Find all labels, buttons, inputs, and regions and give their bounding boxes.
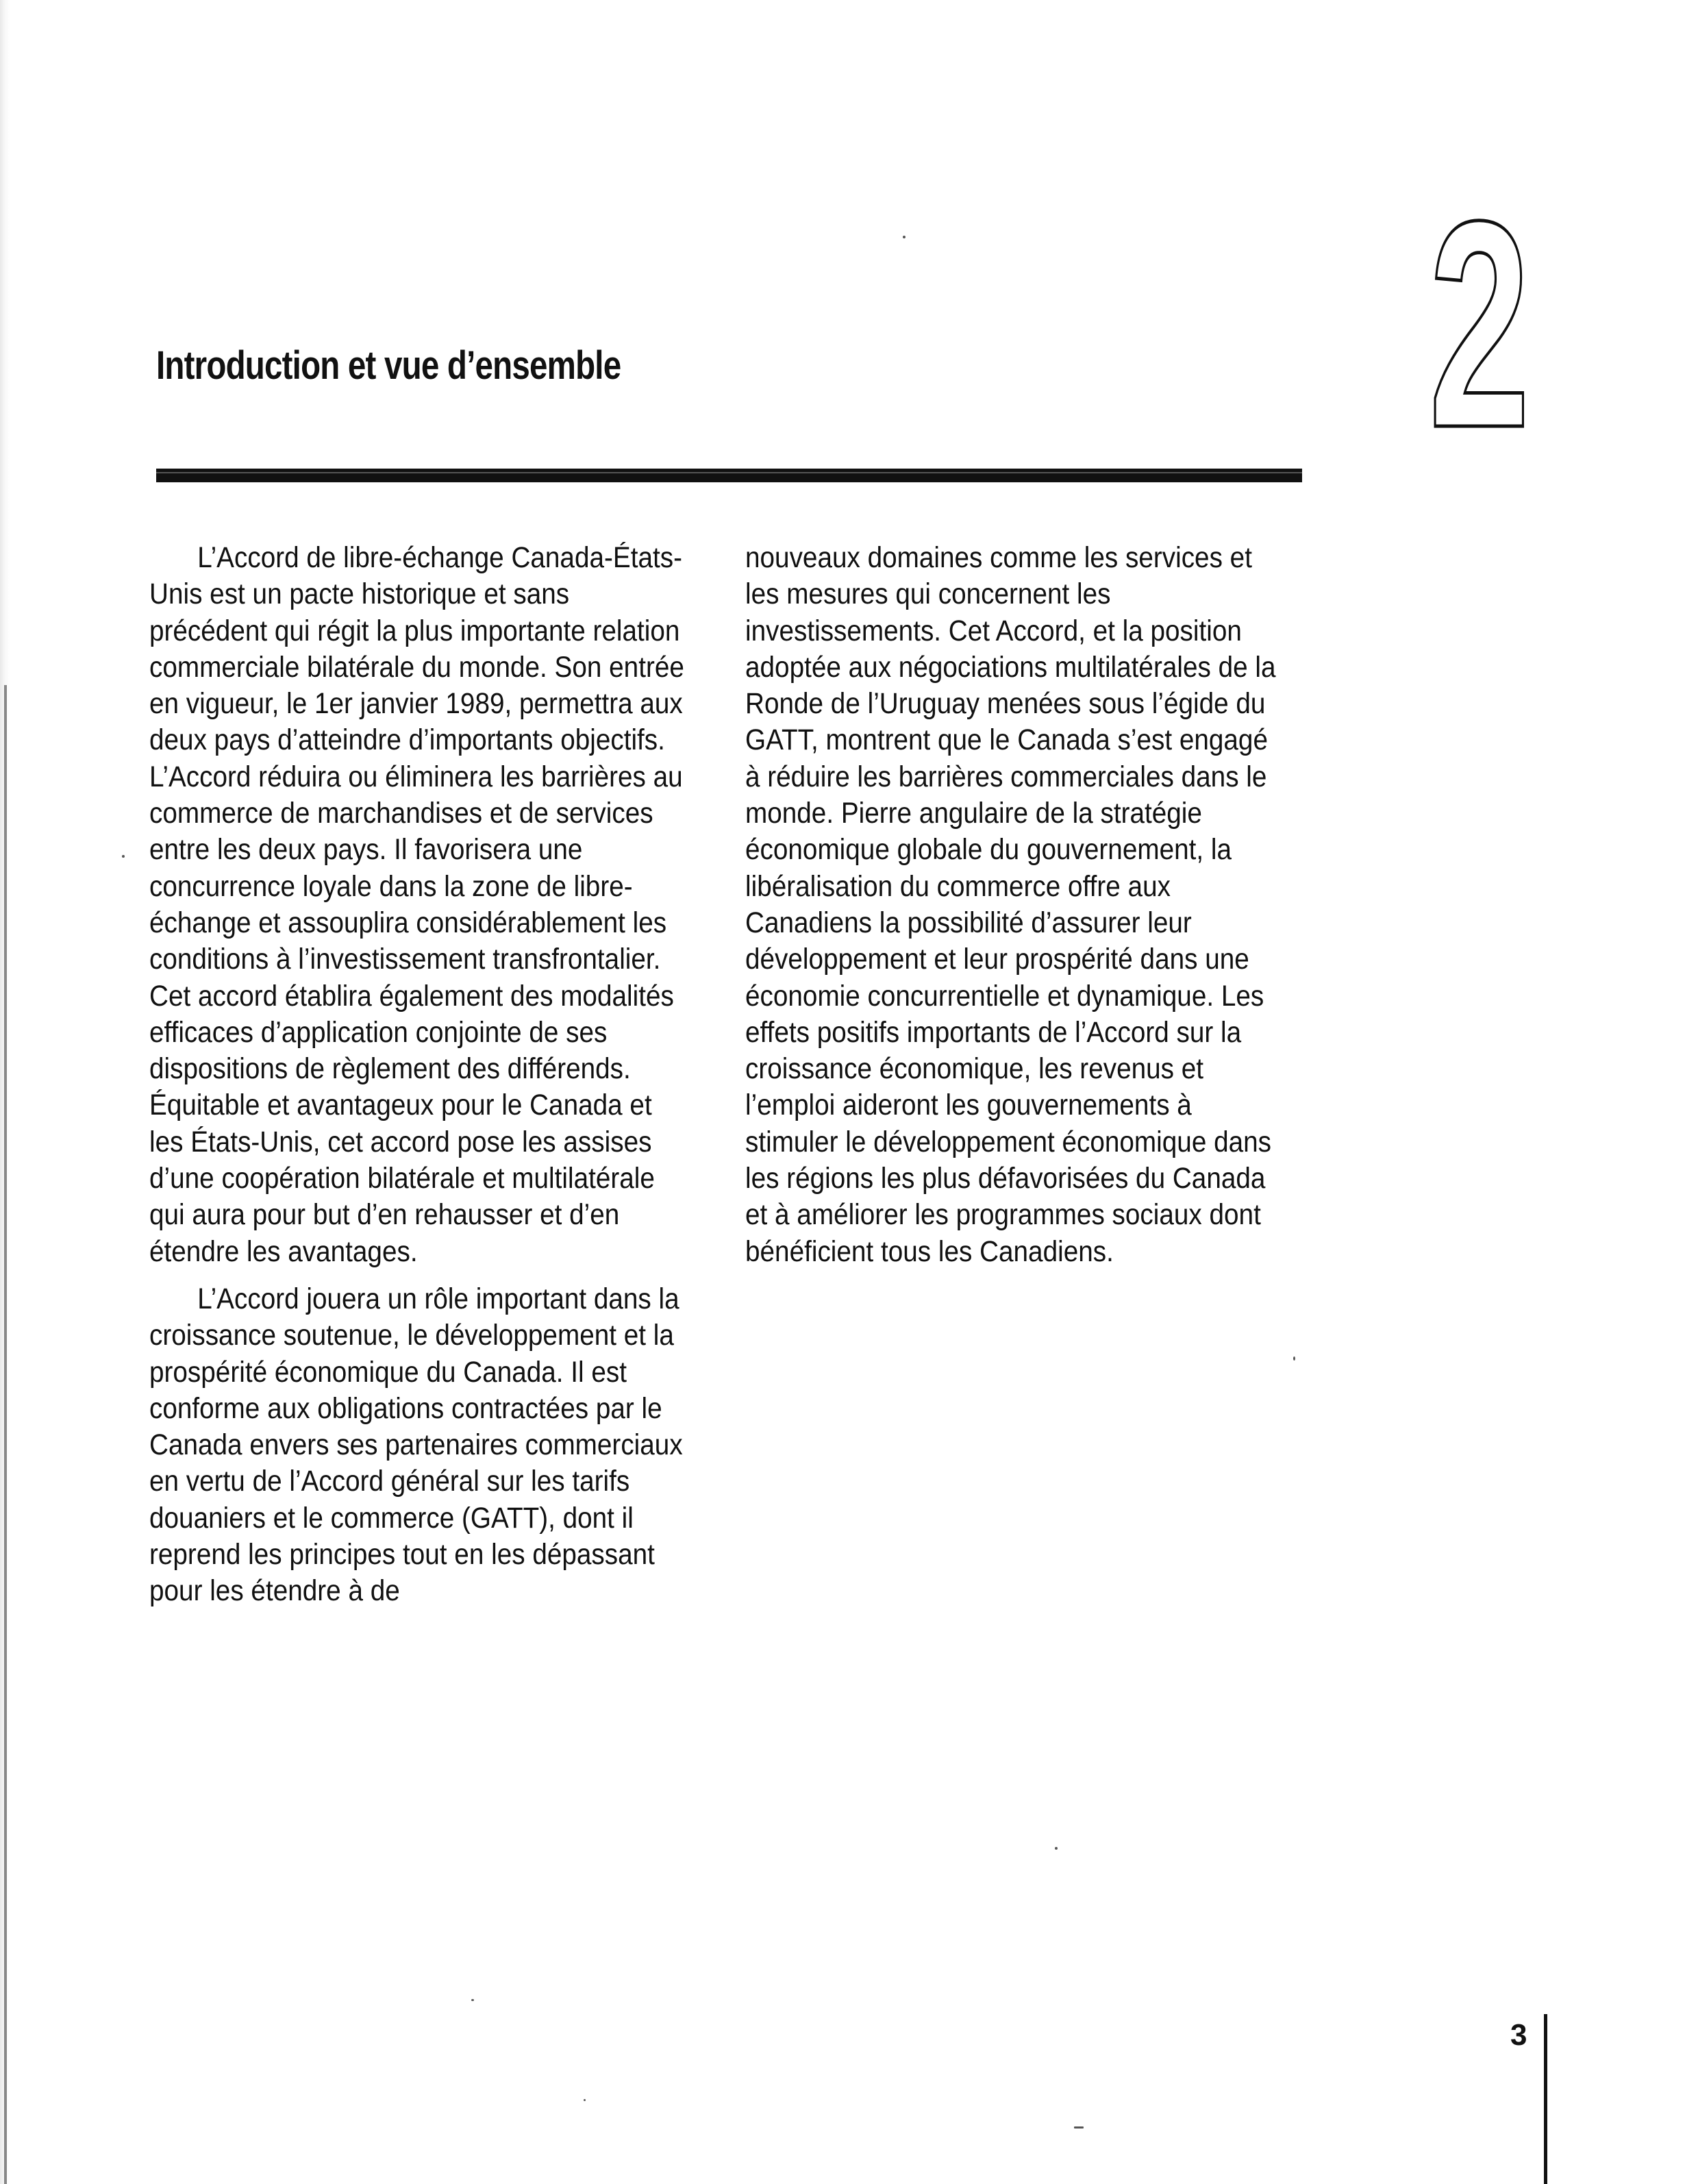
- left-paragraph-2: L’Accord jouera un rôle important dans la croissance soutenue, le développement et la prospérité économique du Canada. Il est conforme aux obligations contractées par le Canada envers ses partenaires commerciaux en vertu de l’Accord général sur les tarifs douaniers et le commerce (GATT), dont il reprend les principes tout en les dépassant pour les étendre à de: [149, 1282, 683, 1608]
- chapter-number-outline: [1411, 206, 1548, 445]
- scan-speck: [122, 855, 125, 858]
- scan-speck: [903, 236, 906, 238]
- scan-speck: [471, 1999, 474, 2001]
- scan-speck: [584, 2099, 586, 2101]
- left-paragraph-1: L’Accord de libre-échange Canada-États-Unis est un pacte historique et sans précédent qui régit la plus importante relation commerciale bilatérale du monde. Son entrée en vigueur, le 1er janvier 1989, permettra aux deux pays d’atteindre d’importants objectifs. L’Accord réduira ou éliminera les barrières au commerce de marchandises et de services entre les deux pays. Il favorisera une concurrence loyale dans la zone de libre-échange et assouplira considérablement les conditions à l’investissement transfrontalier. Cet accord établira également des modalités efficaces d’application conjointe de ses dispositions de règlement des différends. Équitable et avantageux pour le Canada et les États-Unis, cet accord pose les assises d’une coopération bilatérale et multilatérale qui aura pour but d’en rehausser et d’en étendre les avantages.: [149, 541, 684, 1268]
- left-column: [149, 540, 686, 1610]
- scan-speck: [1055, 1847, 1058, 1850]
- scan-speck: [1074, 2126, 1084, 2129]
- right-paragraph-1: nouveaux domaines comme les services et les mesures qui concernent les investissements. Cet Accord, et la position adoptée aux négociations multilatérales de la Ronde de l’Uruguay menées sous l’égide du GATT, montrent que le Canada s’est engagé à réduire les barrières commerciales dans le monde. Pierre angulaire de la stratégie économique globale du gouvernement, la libéralisation du commerce offre aux Canadiens la possibilité d’assurer leur développement et leur prospérité dans une économie concurrentielle et dynamique. Les effets positifs importants de l’Accord sur la croissance économique, les revenus et l’emploi aideront les gouvernements à stimuler le développement économique dans les régions les plus défavorisées du Canada et à améliorer les programmes sociaux dont bénéficient tous les Canadiens.: [745, 541, 1276, 1268]
- chapter-number: [1411, 206, 1548, 445]
- right-column: [745, 540, 1282, 1270]
- scan-edge-line: [4, 685, 7, 2184]
- title-rule: [156, 469, 1302, 482]
- chapter-number-text: 2: [1428, 206, 1531, 445]
- chapter-title: Introduction et vue d’ensemble: [156, 343, 621, 388]
- page-number: 3: [1510, 2018, 1527, 2052]
- page-number-bar: [1544, 2014, 1547, 2184]
- scan-speck: [1293, 1356, 1295, 1361]
